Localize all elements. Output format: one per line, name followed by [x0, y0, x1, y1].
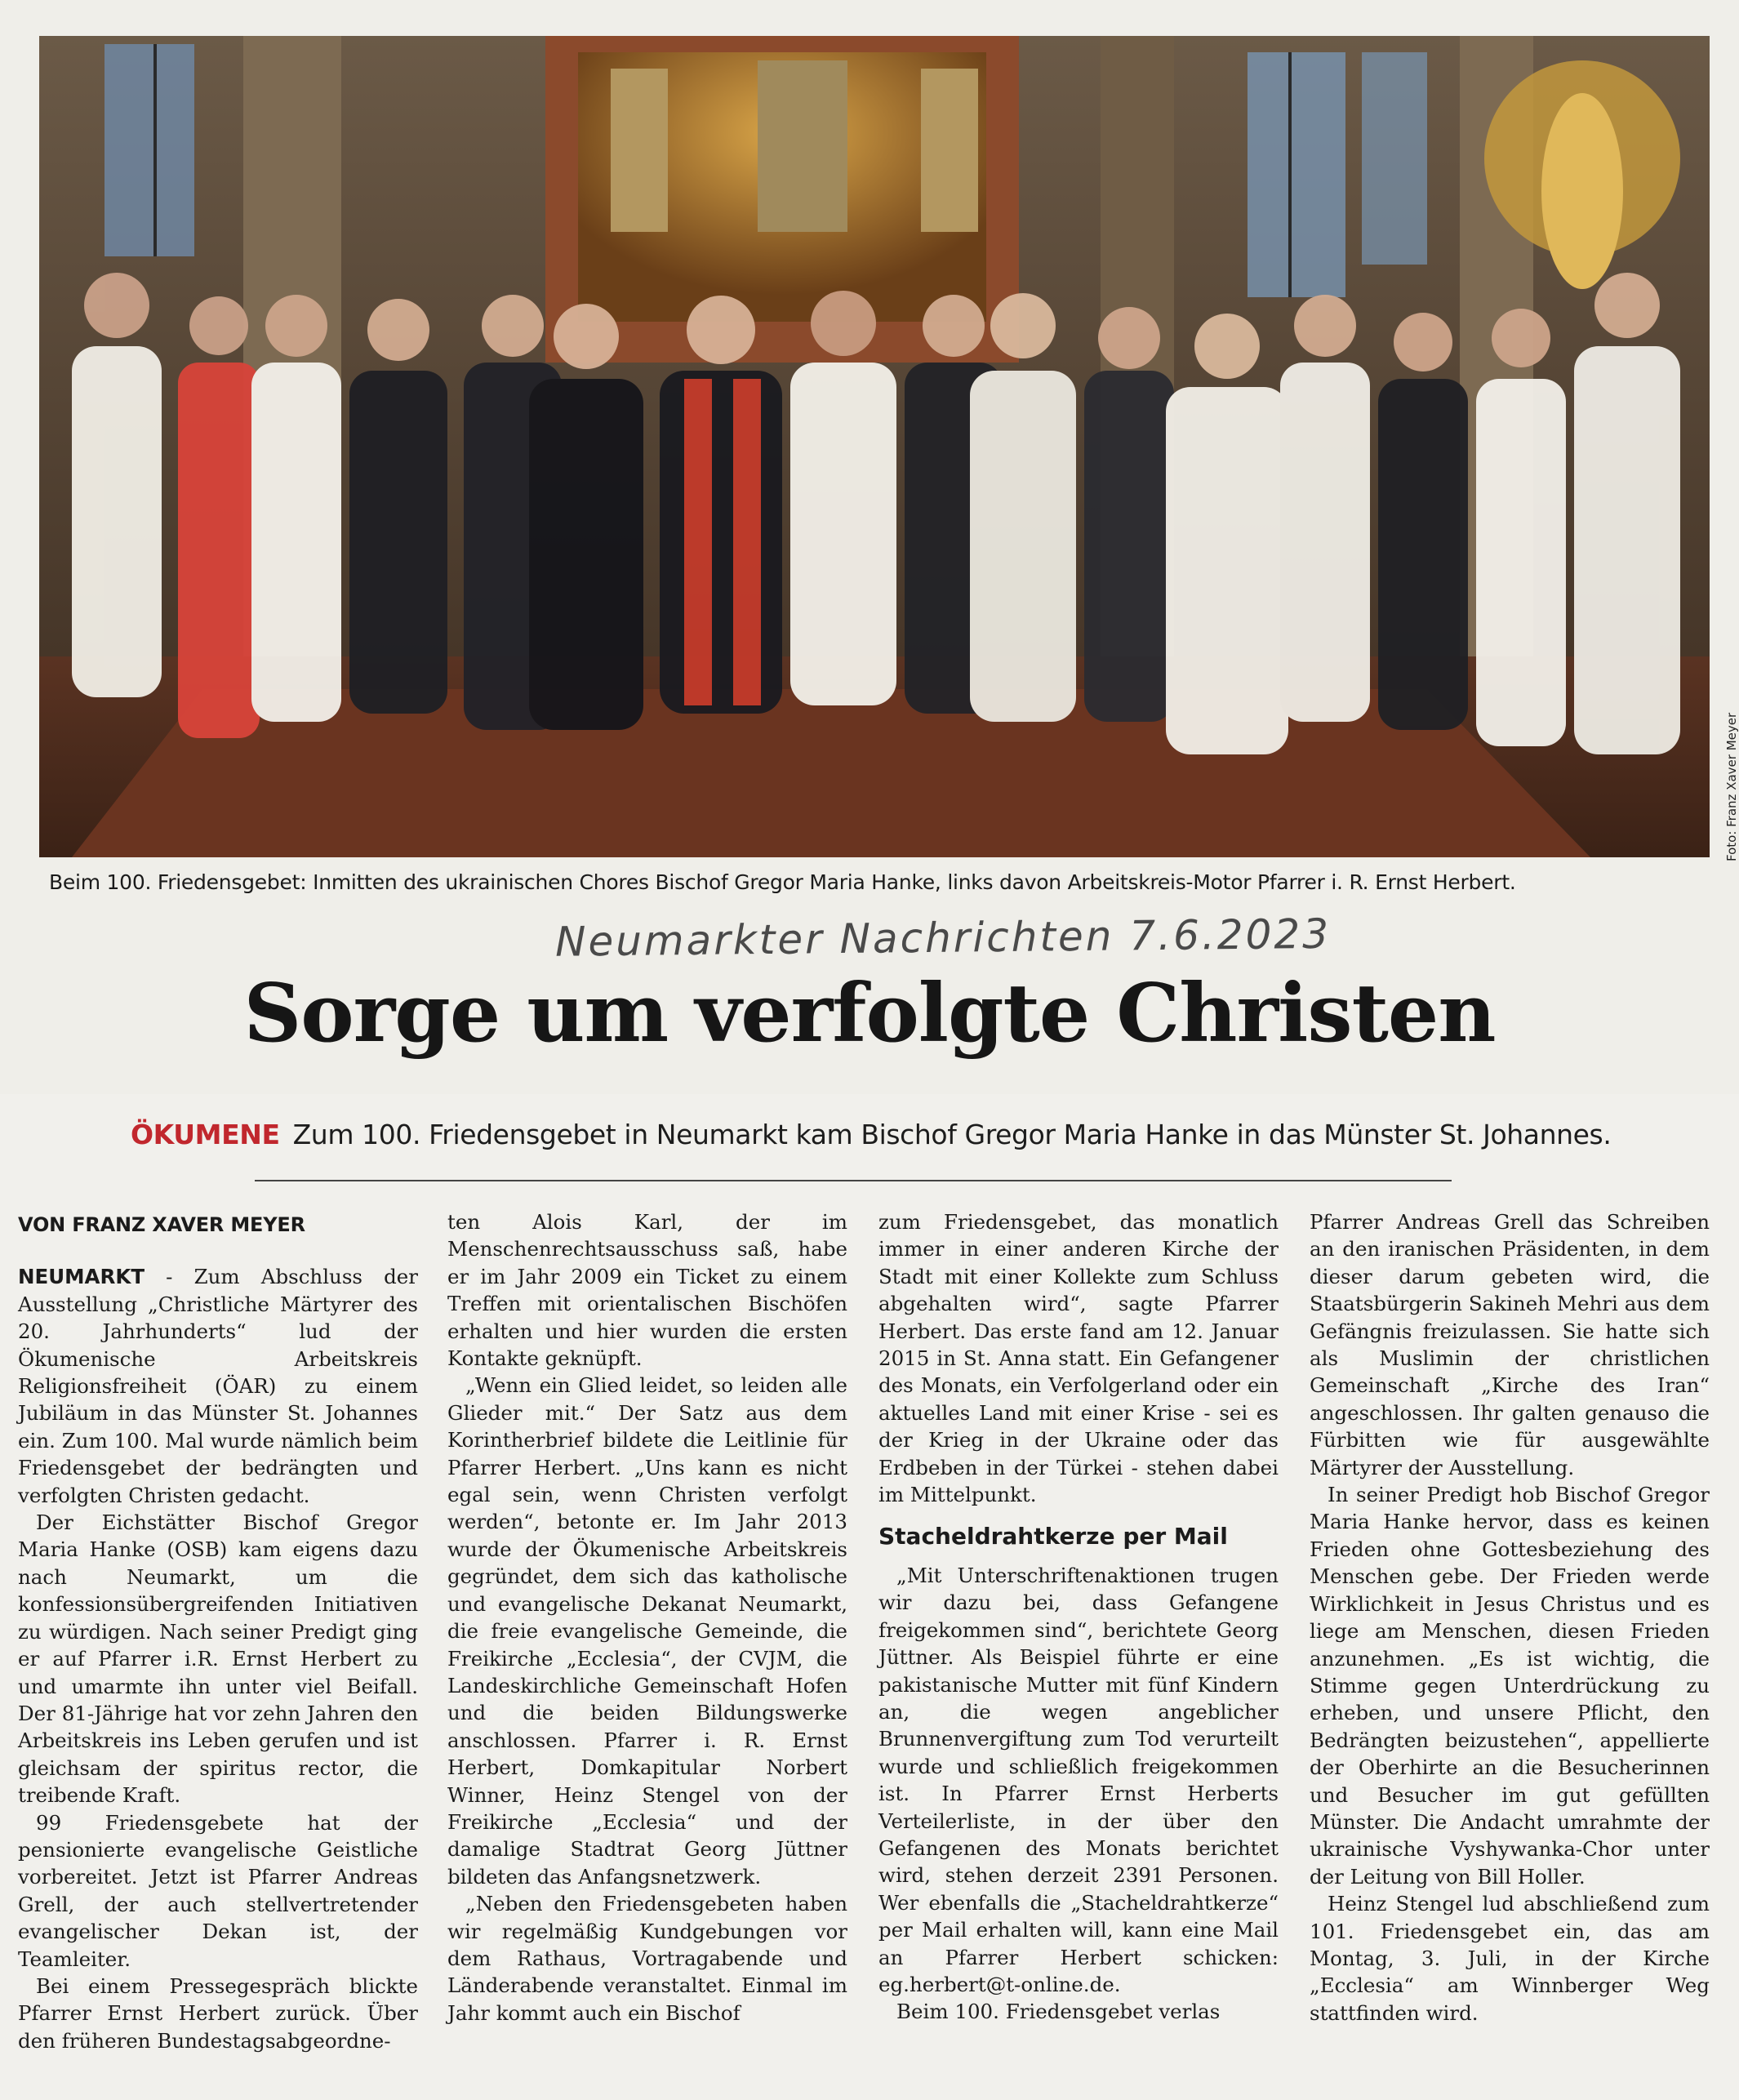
- paragraph-text: - Zum Abschluss der Ausstellung „Christliche Märtyrer des 20. Jahrhunderts“ lud der Ökumenische Arbeitskreis Religionsfreiheit (ÖAR) zu einem Jubiläum in das Münster St. Johannes ein. Zum 100. Mal wurde nämlich beim Friedensgebet der bedrängten und verfolgten Christen gedacht.: [18, 1265, 418, 1507]
- headline: Sorge um verfolgte Christen: [243, 967, 1496, 1061]
- paragraph: Beim 100. Friedensgebet verlas: [896, 2000, 1221, 2024]
- article-column-1: [18, 1208, 418, 2054]
- dateline: NEUMARKT: [18, 1265, 145, 1289]
- paragraph: Heinz Stengel lud abschließend zum 101. Friedensgebet ein, das am Montag, 3. Juli, in der Kirche „Ecclesia“ am Winnberger Weg stattfinden wird.: [1310, 1892, 1710, 2025]
- photo-caption: Beim 100. Friedensgebet: Inmitten des ukrainischen Chores Bischof Gregor Maria Hanke, links davon Arbeitskreis-Motor Pfarrer i. R. Ernst Herbert.: [49, 870, 1516, 894]
- handwritten-source-note: Neumarkter Nachrichten 7.6.2023: [554, 910, 1332, 966]
- paragraph: Der Eichstätter Bischof Gregor Maria Hanke (OSB) kam eigens dazu nach Neumarkt, um die konfessionsübergreifenden Initiativen zu würdigen. Nach seiner Predigt ging er auf Pfarrer i.R. Ernst Herbert zu und umarmte ihn unter viel Beifall. Der 81-Jährige hat vor zehn Jahren den Arbeitskreis ins Leben gerufen und ist gleichsam der spiritus rector, die treibende Kraft.: [18, 1510, 418, 1808]
- paragraph: Bei einem Pressegespräch blickte Pfarrer Ernst Herbert zurück. Über den früheren Bundestagsabgeordne-: [18, 1973, 418, 2053]
- paragraph: In seiner Predigt hob Bischof Gregor Maria Hanke hervor, dass es keinen Frieden ohne Gottesbeziehung des Menschen gebe. Der Frieden werde Wirklichkeit in Jesus Christus und es liege am Menschen, diesen Frieden anzunehmen. „Es ist wichtig, die Stimme gegen Unterdrückung zu erheben, und unsere Pflicht, den Bedrängten beizustehen“, appellierte der Oberhirte an die Besucherinnen und Besucher im gut gefüllten Münster. Die Andacht umrahmte der ukrainische Vyshywanka-Chor unter der Leitung von Bill Holler.: [1310, 1483, 1710, 1889]
- subline-divider: [255, 1180, 1452, 1181]
- article-column-3: [878, 1208, 1279, 2026]
- paragraph: „Neben den Friedensgebeten haben wir regelmäßig Kundgebungen vor dem Rathaus, Vortragabende und Länderabende veranstaltet. Einmal im Jahr kommt auch ein Bischof: [447, 1892, 847, 2025]
- subline-text: Zum 100. Friedensgebet in Neumarkt kam Bischof Gregor Maria Hanke in das Münster St. Johannes.: [292, 1119, 1612, 1150]
- paragraph: [18, 1263, 418, 1509]
- paragraph: ten Alois Karl, der im Menschenrechtsausschuss saß, habe er im Jahr 2009 ein Ticket zu einem Treffen mit orientalischen Bischöfen erhalten und hier wurden die ersten Kontakte geknüpft.: [447, 1210, 847, 1371]
- article-column-2: [447, 1208, 847, 2027]
- kicker-label: ÖKUMENE: [131, 1119, 280, 1150]
- paragraph: „Wenn ein Glied leidet, so leiden alle Glieder mit.“ Der Satz aus dem Korintherbrief bildete die Leitlinie für Pfarrer Herbert. „Uns kann es nicht egal sein, wenn Christen verfolgt werden“, betonte er. Im Jahr 2013 wurde der Ökumenische Arbeitskreis gegründet, dem sich das katholische und evangelische Dekanat Neumarkt, die freie evangelische Gemeinde, die Freikirche „Ecclesia“, der CVJM, die Landeskirchliche Gemeinschaft Hofen und die beiden Bildungswerke anschlossen. Pfarrer i. R. Ernst Herbert, Domkapitular Norbert Winner, Heinz Stengel von der Freikirche „Ecclesia“ und der damalige Stadtrat Georg Jüttner bildeten das Anfangsnetzwerk.: [447, 1373, 847, 1889]
- byline: VON FRANZ XAVER MEYER: [18, 1213, 305, 1236]
- paragraph: zum Friedensgebet, das monatlich immer in einer anderen Kirche der Stadt mit einer Kollekte zum Schluss abgehalten wird“, sagte Pfarrer Herbert. Das erste fand am 12. Januar 2015 in St. Anna statt. Ein Gefangener des Monats, ein Verfolgerland oder ein aktuelles Land mit einer Krise - sei es der Krieg in der Ukraine oder das Erdbeben in der Türkei - stehen dabei im Mittelpunkt.: [878, 1210, 1279, 1507]
- paragraph: Pfarrer Andreas Grell das Schreiben an den iranischen Präsidenten, in dem dieser darum gebeten wird, die Staatsbürgerin Sakineh Mehri aus dem Gefängnis freizulassen. Sie hatte sich als Muslimin der christlichen Gemeinschaft „Kirche des Iran“ angeschlossen. Ihr galten genauso die Fürbitten wie für ausgewählte Märtyrer der Ausstellung.: [1310, 1210, 1710, 1479]
- subline: [131, 1117, 1617, 1153]
- paragraph: 99 Friedensgebete hat der pensionierte evangelische Geistliche vorbereitet. Jetzt ist Pfarrer Andreas Grell, der auch stellvertretender evangelischer Dekan ist, der Teamleiter.: [18, 1810, 418, 1971]
- church-group-illustration: [39, 36, 1710, 857]
- photo-credit: Foto: Franz Xaver Meyer: [1724, 712, 1739, 861]
- section-subheading: Stacheldrahtkerze per Mail: [878, 1523, 1228, 1551]
- paragraph: „Mit Unterschriftenaktionen trugen wir dazu bei, dass Gefangene freigekommen sind“, berichtete Georg Jüttner. Als Beispiel führte er eine pakistanische Mutter mit fünf Kindern an, die wegen angeblicher Brunnenvergiftung zum Tod verurteilt wurde und schließlich freigekommen ist. In Pfarrer Ernst Herberts Verteilerliste, in der über den Gefangenen des Monats berichtet wird, stehen derzeit 2391 Personen. Wer ebenfalls die „Stacheldrahtkerze“ per Mail erhalten will, kann eine Mail an Pfarrer Herbert schicken: eg.herbert@t-online.de.: [878, 1563, 1279, 1996]
- article-column-4: [1310, 1208, 1710, 2027]
- group-photo: [39, 36, 1710, 857]
